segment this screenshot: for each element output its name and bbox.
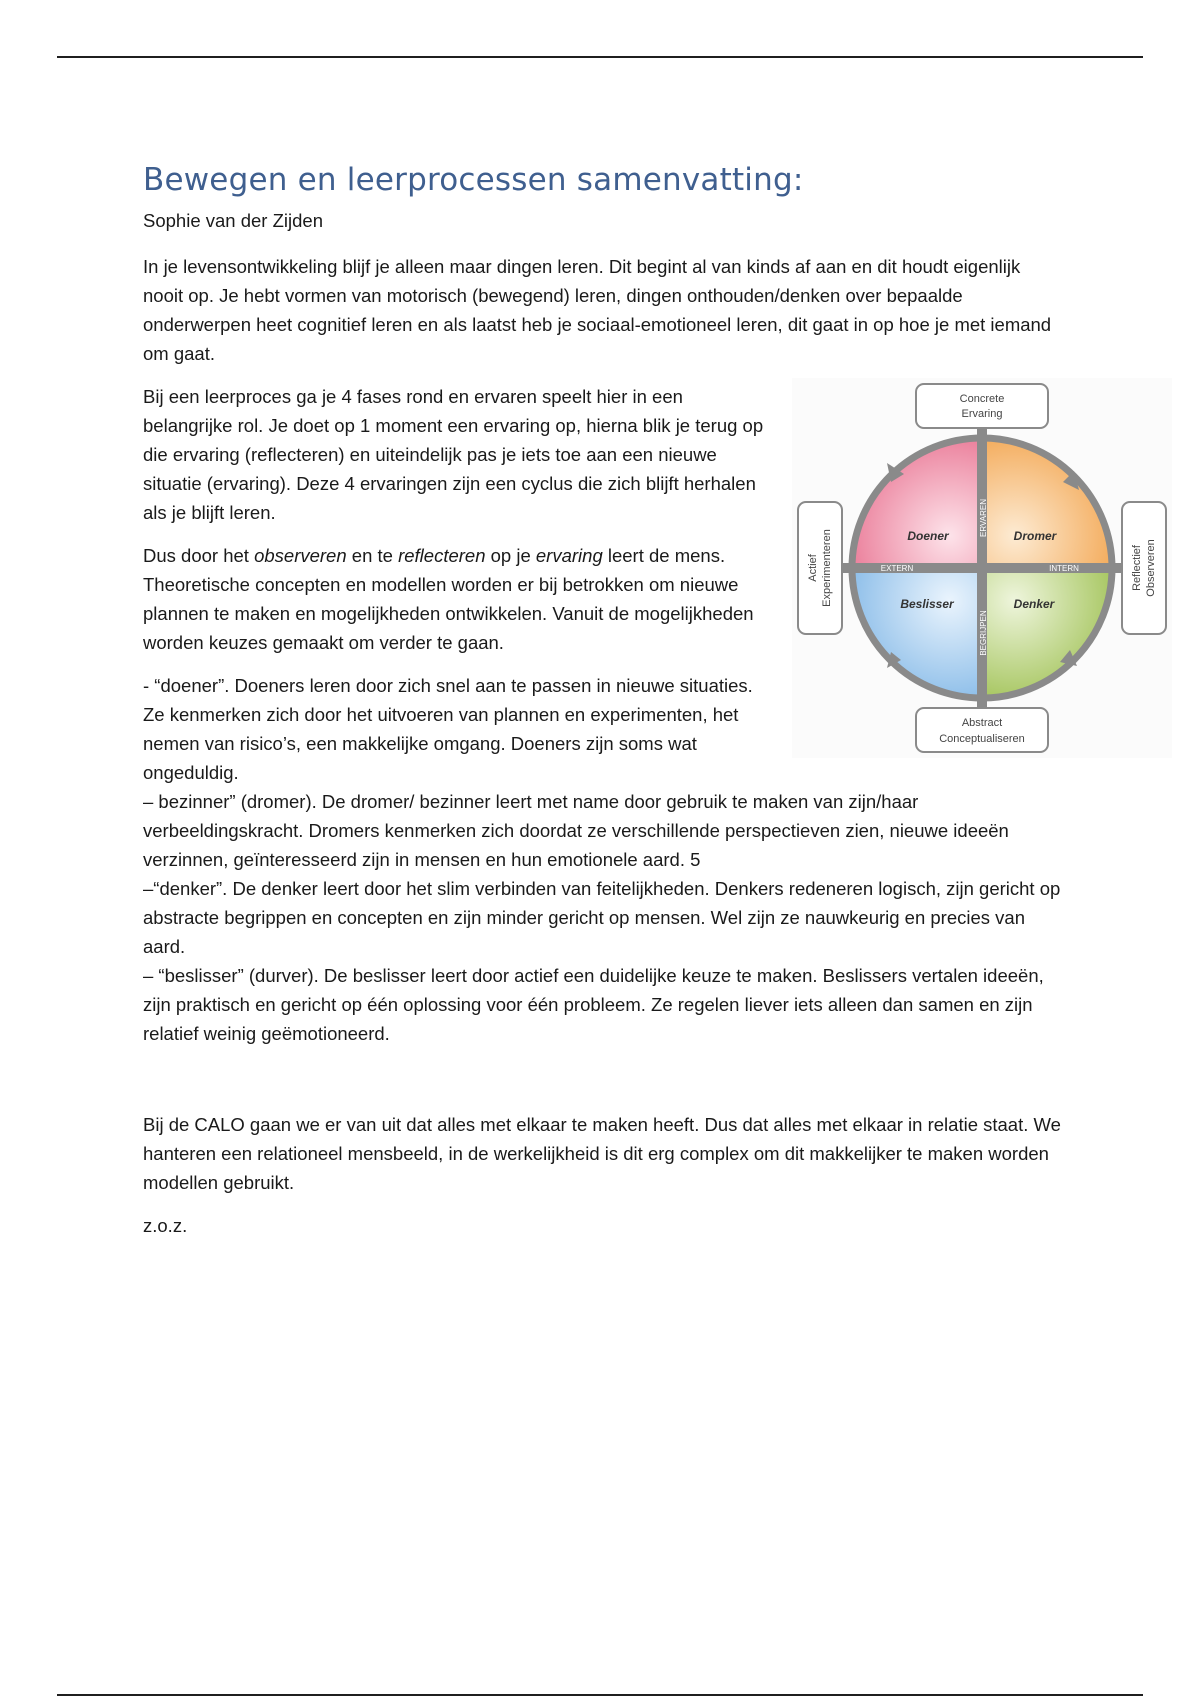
box-top-line1: Concrete bbox=[959, 393, 1005, 405]
left-column bbox=[143, 382, 773, 657]
axis-label-bottom: BEGRIJPEN bbox=[979, 610, 988, 656]
box-abstract-conceptualiseren bbox=[916, 708, 1048, 752]
box-right-line1: Reflectief bbox=[1131, 545, 1143, 591]
zoz-note: z.o.z. bbox=[143, 1215, 188, 1236]
box-bottom-line2: Conceptualiseren bbox=[939, 733, 1025, 745]
axis-label-right: INTERN bbox=[1049, 564, 1079, 573]
box-reflectief-observeren bbox=[1122, 502, 1166, 634]
axis-label-left: EXTERN bbox=[880, 564, 914, 573]
dus-door-paragraph: Dus door het observeren en te reflecteren op je ervaring leert de mens. Theoretische concepten en modellen worden er bij betrokken om nieuwe plannen te maken en mogelijkheden ontwikkelen. Vanuit de mogelijkheden worden keuzes gemaakt om verder te gaan. bbox=[143, 545, 754, 653]
document-author: Sophie van der Zijden bbox=[143, 210, 323, 231]
quadrant-label-beslisser: Beslisser bbox=[900, 597, 954, 611]
box-bottom-line1: Abstract bbox=[961, 717, 1003, 729]
box-top-line2: Ervaring bbox=[961, 408, 1003, 420]
header-rule bbox=[57, 56, 1143, 58]
type-dromer: – bezinner” (dromer). De dromer/ bezinner leert met name door gebruik te maken van zijn/haar verbeeldingskracht. Dromers kenmerken zich doordat ze verschillende perspectieven zien, nieuwe ideeën verzinnen, geïnteresseerd zijn in mensen en hun emotionele aard. 5 bbox=[143, 791, 1009, 870]
footer-rule bbox=[57, 1694, 1143, 1696]
quadrant-label-dromer: Dromer bbox=[1013, 529, 1057, 543]
learning-cycle-diagram bbox=[792, 378, 1172, 758]
box-left-line2: Experimenteren bbox=[821, 529, 833, 607]
quadrant-label-denker: Denker bbox=[1013, 597, 1055, 611]
calo-paragraph: Bij de CALO gaan we er van uit dat alles met elkaar te maken heeft. Dus dat alles met elkaar in relatie staat. We hanteren een relationeel mensbeeld, in de werkelijkheid is dit erg complex om dit makkelijker te maken worden modellen gebruikt. bbox=[143, 1114, 1061, 1193]
axis-label-top: ERVAREN bbox=[979, 499, 988, 537]
box-actief-experimenteren bbox=[798, 502, 842, 634]
box-concrete-ervaring bbox=[916, 384, 1048, 428]
type-beslisser: – “beslisser” (durver). De beslisser leert door actief een duidelijke keuze te maken. Beslissers vertalen ideeën, zijn praktisch en gericht op één oplossing voor één probleem. Ze regelen liever iets alleen dan samen en zijn relatief weinig geëmotioneerd. bbox=[143, 965, 1044, 1044]
type-denker: –“denker”. De denker leert door het slim verbinden van feitelijkheden. Denkers redeneren logisch, zijn gericht op abstracte begrippen en concepten en zijn minder gericht op mensen. Wel zijn ze nauwkeurig en precies van aard. bbox=[143, 878, 1061, 957]
leerproces-paragraph: Bij een leerproces ga je 4 fases rond en ervaren speelt hier in een belangrijke rol. Je doet op 1 moment een ervaring op, hierna blik je terug op die ervaring (reflecteren) en uiteindelijk pas je iets toe aan een nieuwe situatie (ervaring). Deze 4 ervaringen zijn een cyclus die zich blijft herhalen als je blijft leren. bbox=[143, 386, 764, 523]
box-right-line2: Observeren bbox=[1145, 539, 1157, 597]
intro-paragraph: In je levensontwikkeling blijf je alleen maar dingen leren. Dit begint al van kinds af aan en dit houdt eigenlijk nooit op. Je hebt vormen van motorisch (bewegend) leren, dingen onthouden/denken over bepaalde onderwerpen heet cognitief leren en als laatst heb je sociaal-emotioneel leren, dit gaat in op hoe je met iemand om gaat. bbox=[143, 256, 1052, 364]
kolb-cycle-svg bbox=[792, 378, 1172, 758]
horizontal-axis bbox=[832, 563, 1132, 573]
type-doener: - “doener”. Doeners leren door zich snel aan te passen in nieuwe situaties. Ze kenmerken zich door het uitvoeren van plannen en experimenten, het nemen van risico’s, een makkelijke omgang. Doeners zijn soms wat ongeduldig. bbox=[143, 675, 753, 783]
box-left-line1: Actief bbox=[807, 554, 819, 582]
document-title: Bewegen en leerprocessen samenvatting: bbox=[143, 162, 804, 198]
quadrant-label-doener: Doener bbox=[907, 529, 949, 543]
